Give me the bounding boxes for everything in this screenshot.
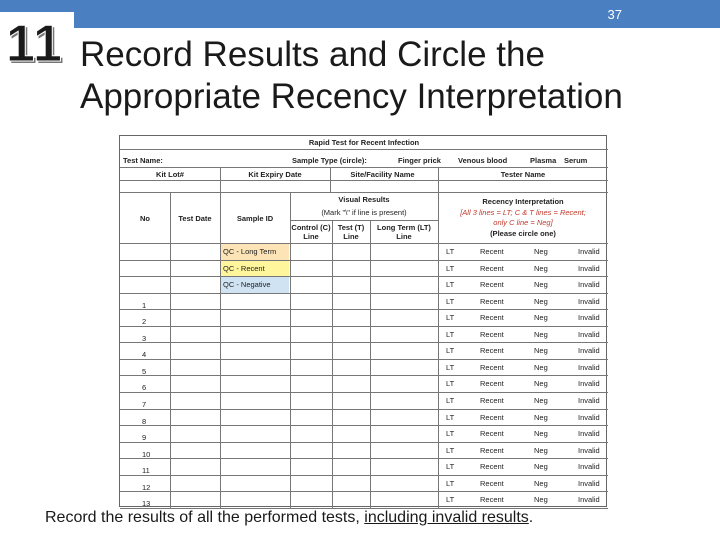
grid-line (120, 442, 608, 443)
grid-line (120, 276, 608, 277)
grid-line (220, 167, 221, 192)
interpretation-option: Neg (534, 462, 548, 472)
row-number: 1 (142, 300, 147, 310)
grid-line (120, 326, 608, 327)
row-number: 4 (142, 350, 147, 360)
interpretation-option: Invalid (578, 247, 600, 256)
interpretation-option: Invalid (578, 379, 600, 389)
col-no-header: No (140, 214, 150, 223)
slide-caption (45, 509, 533, 527)
interpretation-option: LT (446, 346, 455, 356)
interpretation-option: LT (446, 263, 455, 273)
interpretation-option: Invalid (578, 296, 600, 306)
row-number: 8 (142, 416, 147, 426)
recency-note-3: (Please circle one) (490, 229, 556, 238)
grid-line (438, 192, 439, 508)
interpretation-option: Neg (534, 362, 548, 372)
interpretation-option: Recent (480, 313, 504, 323)
caption-underlined-text: including invalid results (364, 509, 529, 526)
results-form (119, 135, 607, 507)
interpretation-option: LT (446, 495, 455, 505)
slide-title (80, 34, 710, 118)
grid-line (290, 192, 291, 508)
interpretation-option: Invalid (578, 280, 600, 290)
row-number: 11 (142, 466, 150, 476)
interpretation-option: Invalid (578, 462, 600, 472)
interpretation-option: LT (446, 429, 455, 439)
interpretation-option: Recent (480, 462, 504, 472)
interpretation-option: Invalid (578, 429, 600, 439)
interpretation-option: Neg (534, 445, 548, 455)
row-number: 3 (142, 333, 147, 343)
tester-name-label: Tester Name (500, 170, 546, 179)
grid-line (120, 425, 608, 426)
grid-line (120, 359, 608, 360)
test-line-header: Test (T) Line (337, 223, 365, 241)
form-title: Rapid Test for Recent Infection (308, 138, 420, 147)
grid-line (120, 167, 608, 168)
row-number: 2 (142, 317, 147, 327)
interpretation-option: Neg (534, 379, 548, 389)
interpretation-option: Invalid (578, 412, 600, 422)
sample-type-label: Sample Type (circle): (292, 156, 367, 165)
grid-line (120, 342, 608, 343)
sample-type-option: Plasma (530, 156, 557, 165)
recency-header: Recency Interpretation (482, 197, 564, 206)
interpretation-option: Recent (480, 445, 504, 455)
interpretation-option: Invalid (578, 495, 600, 505)
qc-row-label: QC - Long Term (223, 247, 277, 256)
grid-line (120, 458, 608, 459)
interpretation-option: Invalid (578, 313, 600, 323)
interpretation-option: Recent (480, 263, 504, 273)
row-number: 12 (142, 482, 151, 492)
interpretation-option: Neg (534, 263, 548, 273)
interpretation-option: Neg (534, 313, 548, 323)
grid-line (290, 220, 438, 221)
recency-note-1: [All 3 lines = LT; C & T lines = Recent; (460, 208, 586, 217)
caption-period: . (528, 509, 534, 526)
interpretation-option: LT (446, 379, 455, 389)
col-sample-id-header: Sample ID (236, 214, 274, 223)
grid-line (170, 192, 171, 508)
qc-row-label: QC - Recent (223, 263, 265, 273)
grid-line (120, 149, 608, 150)
interpretation-option: Neg (534, 329, 548, 339)
site-facility-label: Site/Facility Name (350, 170, 415, 179)
col-test-date-header: Test Date (178, 214, 212, 223)
grid-line (332, 220, 333, 508)
row-number: 7 (142, 399, 147, 409)
row-number: 13 (142, 499, 151, 509)
interpretation-option: Neg (534, 478, 548, 488)
interpretation-option: Recent (480, 395, 504, 405)
visual-results-note: (Mark "\" if line is present) (321, 208, 407, 217)
interpretation-option: Neg (534, 247, 548, 256)
slide-title-line-2: Appropriate Recency Interpretation (80, 77, 623, 116)
interpretation-option: Recent (480, 346, 504, 356)
interpretation-option: LT (446, 462, 455, 472)
grid-line (120, 192, 608, 193)
row-number: 6 (142, 383, 147, 393)
grid-line (220, 192, 221, 508)
grid-line (120, 293, 608, 294)
interpretation-option: LT (446, 362, 455, 372)
grid-line (120, 243, 608, 244)
grid-line (120, 180, 608, 181)
page-number: 37 (607, 7, 622, 22)
grid-line (370, 220, 371, 508)
interpretation-option: Invalid (578, 478, 600, 488)
interpretation-option: Recent (480, 280, 504, 290)
qc-row-label: QC - Negative (223, 280, 271, 290)
sample-type-option: Venous blood (458, 156, 508, 165)
recency-note-2: only C line = Neg] (493, 218, 553, 227)
grid-line (120, 375, 608, 376)
interpretation-option: Neg (534, 412, 548, 422)
interpretation-option: Neg (534, 280, 548, 290)
interpretation-option: LT (446, 445, 455, 455)
interpretation-option: LT (446, 280, 455, 290)
long-term-line-header: Long Term (LT) Line (377, 223, 431, 241)
slide-title-line-1: Record Results and Circle the (80, 35, 545, 74)
caption-text: Record the results of all the performed tests, (45, 509, 365, 526)
row-number: 10 (142, 449, 151, 459)
interpretation-option: Recent (480, 362, 504, 372)
interpretation-option: Neg (534, 395, 548, 405)
section-number: 11 (6, 15, 63, 73)
interpretation-option: LT (446, 313, 455, 323)
interpretation-option: Neg (534, 346, 548, 356)
interpretation-option: Invalid (578, 329, 600, 339)
row-number: 9 (142, 433, 147, 443)
interpretation-option: Recent (480, 296, 504, 306)
kit-expiry-label: Kit Expiry Date (248, 170, 302, 179)
interpretation-option: Recent (480, 247, 504, 256)
interpretation-option: Recent (480, 429, 504, 439)
interpretation-option: Invalid (578, 346, 600, 356)
interpretation-option: LT (446, 412, 455, 422)
interpretation-option: Neg (534, 495, 548, 505)
interpretation-option: LT (446, 296, 455, 306)
interpretation-option: Recent (480, 495, 504, 505)
sample-type-option: Serum (564, 156, 588, 165)
interpretation-option: Invalid (578, 362, 600, 372)
visual-results-header: Visual Results (338, 195, 390, 204)
interpretation-option: Recent (480, 478, 504, 488)
grid-line (120, 309, 608, 310)
grid-line (120, 392, 608, 393)
grid-line (120, 475, 608, 476)
interpretation-option: Recent (480, 379, 504, 389)
grid-line (120, 491, 608, 492)
kit-lot-label: Kit Lot# (156, 170, 184, 179)
interpretation-option: Recent (480, 412, 504, 422)
test-name-label: Test Name: (123, 156, 163, 165)
control-line-header: Control (C) Line (291, 223, 331, 241)
grid-line (438, 167, 439, 192)
sample-type-option: Finger prick (398, 156, 441, 165)
row-number: 5 (142, 366, 147, 376)
interpretation-option: LT (446, 478, 455, 488)
interpretation-option: Neg (534, 429, 548, 439)
interpretation-option: LT (446, 329, 455, 339)
interpretation-option: Invalid (578, 263, 600, 273)
interpretation-option: LT (446, 247, 455, 256)
grid-line (120, 409, 608, 410)
interpretation-option: Invalid (578, 395, 600, 405)
grid-line (120, 260, 608, 261)
interpretation-option: Recent (480, 329, 504, 339)
interpretation-option: Neg (534, 296, 548, 306)
interpretation-option: Invalid (578, 445, 600, 455)
grid-line (330, 167, 331, 192)
interpretation-option: LT (446, 395, 455, 405)
